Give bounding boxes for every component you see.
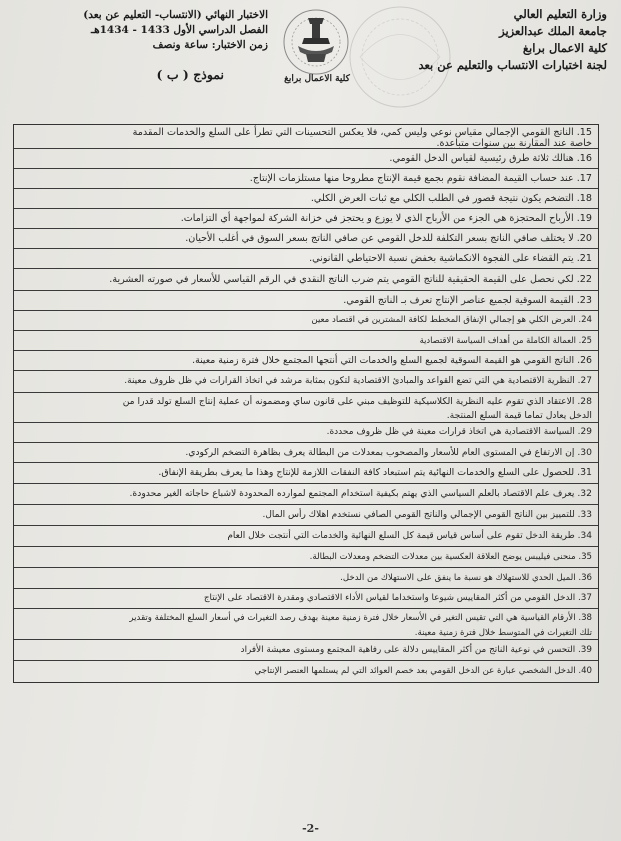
question-row (14, 311, 598, 331)
semester-line: الفصل الدراسي الأول 1433 - 1434هـ (91, 24, 268, 36)
question-text: 31. للحصول على السلع والخدمات النهائية يتم استبعاد كافة النفقات اللازمة للإنتاج وهذا ما يعرف بطريقة الإنفاق. (158, 467, 592, 478)
question-row (14, 351, 598, 371)
ministry-line: وزارة التعليم العالي (513, 7, 607, 21)
model-label: نموذج ( ب ) (156, 67, 224, 82)
question-row (14, 371, 598, 393)
question-text: 25. العمالة الكاملة من أهداف السياسة الاقتصادية (419, 335, 592, 345)
college-line: كلية الاعمال برابغ (522, 41, 607, 55)
question-text: 29. السياسة الاقتصادية هي اتخاذ قرارات معينة في ظل ظروف محددة. (326, 427, 592, 437)
question-text: 30. إن الارتفاع في المستوى العام للأسعار والمصحوب بمعدلات من البطالة يعرف بظاهرة التضخم الركودي. (185, 447, 592, 458)
question-text: 37. الدخل القومي من أكثر المقاييس شيوعا واستخداما لقياس الأداء الاقتصادي ومقدرة الاقتصاد على الإنتاج (203, 593, 592, 603)
logo-caption: كلية الاعمال برابغ (284, 74, 350, 84)
question-row (14, 269, 598, 291)
question-text: 26. الناتج القومي هو القيمة السوقية لجميع السلع والخدمات التي أنتجها المجتمع خلال فترة زمنية معينة. (192, 355, 592, 366)
question-text: 19. الأرباح المحتجزة هي الجزء من الأرباح الذي لا يوزع و يحتجز في خزانة الشركة لمواجهة أي التزامات. (180, 213, 592, 224)
question-text: 38. الأرقام القياسية هي التي تقيس التغير في الأسعار خلال فترة زمنية معينة بهدف رصد التغيرات في أسعار السلع المختلفة وتقدير (129, 613, 592, 623)
question-row (14, 443, 598, 463)
question-row (14, 249, 598, 269)
exam-info-header (18, 8, 268, 82)
question-text-continued: الدخل يعادل تماما قيمة السلع المنتجة. (446, 410, 592, 421)
question-row (14, 640, 598, 661)
question-text: 15. الناتج القومي الإجمالي مقياس نوعي وليس كمي، فلا يعكس التحسينات التي تطرأ على السلع والخدمات المقدمة (132, 127, 592, 138)
question-text: 20. لا يختلف صافي الناتج بسعر التكلفة للدخل القومي عن صافي الناتج بسعر السوق في أغلب الأحيان. (185, 233, 592, 244)
question-text: 23. القيمة السوقية لجميع عناصر الإنتاج تعرف بـ الناتج القومي. (343, 295, 592, 306)
duration-line: زمن الاختبار: ساعة ونصف (152, 39, 268, 51)
question-text: 33. للتمييز بين الناتج القومي الإجمالي والناتج القومي الصافي نستخدم اهلاك رأس المال. (262, 510, 592, 520)
question-text: 34. طريقة الدخل تقوم على أساس قياس قيمة كل السلع النهائية والخدمات التي أنتجت خلال العام (227, 531, 592, 541)
question-row (14, 463, 598, 484)
question-row (14, 209, 598, 229)
question-text-continued: خاصة عند المقارنة بين سنوات متباعدة. (436, 138, 592, 149)
committee-line: لجنة اختبارات الانتساب والتعليم عن بعد (418, 58, 607, 72)
question-row (14, 484, 598, 505)
university-line: جامعة الملك عبدالعزيز (499, 24, 607, 38)
question-text: 17. عند حساب القيمة المضافة نقوم بجمع قيمة الإنتاج مطروحا منها مستلزمات الإنتاج. (249, 173, 592, 184)
question-text: 18. التضخم يكون نتيجة قصور في الطلب الكلي مع ثبات العرض الكلي. (310, 193, 592, 204)
question-text: 39. التحسن في نوعية الناتج من أكثر المقاييس دلالة على رفاهية المجتمع ومستوى معيشة الأفراد (240, 645, 592, 655)
question-row (14, 423, 598, 443)
question-row (14, 609, 598, 640)
question-text: 28. الاعتقاد الذي تقوم عليه النظرية الكلاسيكية للتوظيف مبني على قانون ساي ومضمونه أن عملية إنتاج السلع تولد قدرا من (122, 396, 592, 407)
question-row (14, 505, 598, 526)
question-text: 40. الدخل الشخصي عبارة عن الدخل القومي بعد خصم العوائد التي لم يستلمها العنصر الإنتاجي (254, 666, 592, 676)
question-row (14, 526, 598, 547)
questions-table (13, 124, 599, 683)
question-text: 16. هنالك ثلاثة طرق رئيسية لقياس الدخل القومي. (389, 153, 592, 164)
question-text: 35. منحنى فيليبس يوضح العلاقة العكسية بين معدلات التضخم ومعدلات البطالة. (309, 552, 592, 562)
question-row (14, 229, 598, 249)
question-text: 21. يتم القضاء على الفجوة الانكماشية بخفض نسبة الاحتياطي القانوني. (309, 253, 592, 264)
question-row (14, 149, 598, 169)
question-row (14, 661, 598, 682)
question-text: 36. الميل الحدي للاستهلاك هو نسبة ما ينفق على الاستهلاك من الدخل. (340, 573, 592, 583)
question-text-continued: تلك التغيرات في المتوسط خلال فترة زمنية معينة. (414, 627, 592, 638)
question-row (14, 169, 598, 189)
question-text: 32. يعرف علم الاقتصاد بالعلم السياسي الذي يهتم بكيفية استخدام المجتمع لموارده المحدودة لاشباع حاجاته الغير محدودة. (129, 488, 592, 499)
question-text: 27. النظرية الاقتصادية هي التي تضع القواعد والمبادئ الاقتصادية لتكون بمثابة مرشد في اتخاذ القرارات في ظل ظروف معينة. (124, 376, 592, 386)
question-row (14, 189, 598, 209)
question-row (14, 547, 598, 568)
page-number: -2- (302, 822, 319, 835)
question-row (14, 291, 598, 311)
question-text: 22. لكي نحصل على القيمة الحقيقية للناتج القومي يتم ضرب الناتج النقدي في الرقم القياسي للأسعار في صورته العشرية. (109, 274, 592, 285)
exam-title-line: الاختبار النهائي (الانتساب- التعليم عن بعد) (83, 9, 268, 21)
question-text: 24. العرض الكلي هو إجمالي الإنفاق المخطط لكافة المشترين في اقتصاد معين (311, 315, 592, 325)
question-row (14, 589, 598, 609)
question-row (14, 393, 598, 423)
question-row (14, 331, 598, 351)
question-row (14, 125, 598, 149)
question-row (14, 568, 598, 589)
